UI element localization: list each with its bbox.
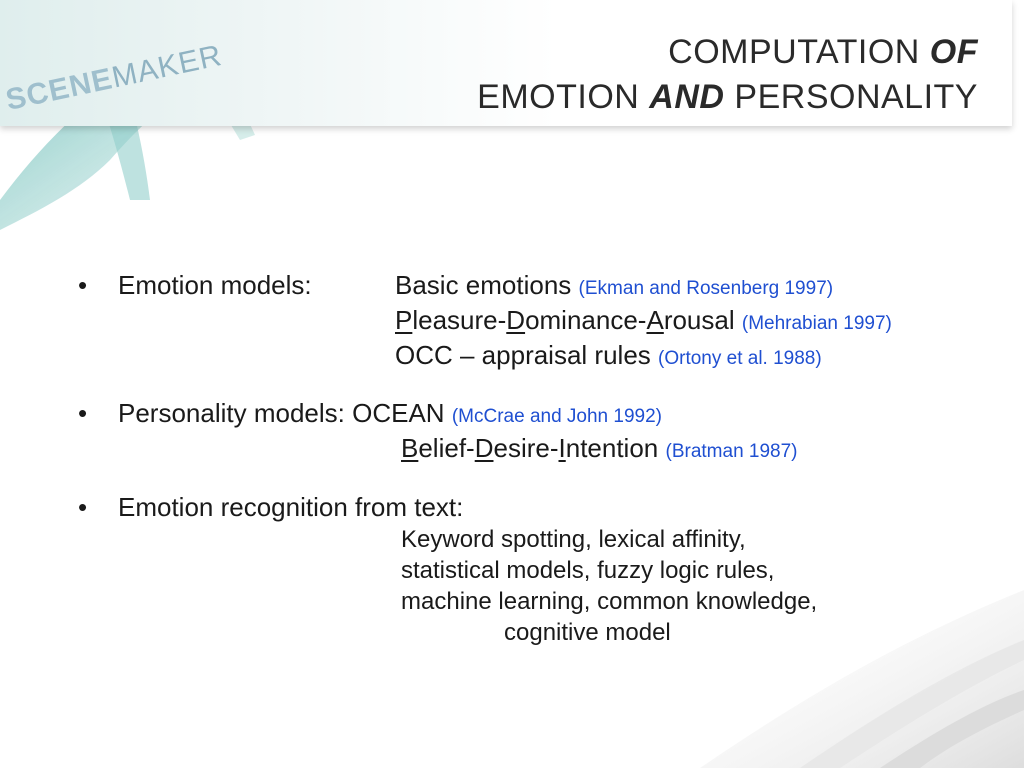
citation: (Bratman 1987) (665, 441, 798, 462)
title-line-2 (477, 75, 978, 120)
item-text: esire- (493, 433, 559, 463)
recognition-methods-line: cognitive model (504, 619, 671, 646)
citation: (Ortony et al. 1988) (658, 348, 822, 369)
title-word-computation: COMPUTATION (668, 33, 920, 71)
logo-part-maker: MAKER (108, 38, 226, 95)
acronym-letter: B (401, 433, 419, 463)
item-text: leasure- (412, 305, 507, 335)
acronym-letter: D (506, 305, 526, 335)
bullet-marker: • (78, 492, 88, 522)
item-text: Basic emotions (395, 270, 572, 300)
acronym-letter: A (646, 305, 664, 335)
recognition-methods-line: statistical models, fuzzy logic rules, (401, 557, 775, 584)
bullet-label-emotion-models: Emotion models: (118, 270, 312, 300)
item-text: rousal (663, 305, 735, 335)
acronym-letter: P (395, 305, 413, 335)
acronym-letter: I (558, 433, 566, 463)
personality-model-bdi (401, 433, 798, 464)
personality-models-line (118, 398, 662, 429)
emotion-model-occ (395, 340, 822, 371)
item-text: OCEAN (352, 398, 445, 428)
title-line-1 (477, 30, 978, 75)
recognition-methods-line: machine learning, common knowledge, (401, 588, 818, 615)
citation: (McCrae and John 1992) (451, 406, 662, 427)
bullet-label-personality-models: Personality models: (118, 398, 345, 428)
title-word-personality: PERSONALITY (734, 78, 978, 116)
emotion-model-pad (395, 305, 892, 336)
item-text: ominance- (525, 305, 647, 335)
item-text: OCC – appraisal rules (395, 340, 651, 370)
acronym-letter: D (474, 433, 494, 463)
item-text: elief- (418, 433, 475, 463)
title-word-and: AND (649, 78, 725, 116)
citation: (Mehrabian 1997) (741, 313, 892, 334)
title-word-emotion: EMOTION (477, 78, 640, 116)
item-text: ntention (565, 433, 659, 463)
bullet-marker: • (78, 270, 88, 300)
bullet-marker: • (78, 398, 88, 428)
bullet-label-emotion-recognition: Emotion recognition from text: (118, 492, 464, 522)
slide-title (477, 30, 978, 120)
logo-part-scene: SCENE (2, 62, 116, 118)
citation: (Ekman and Rosenberg 1997) (578, 278, 834, 299)
title-word-of: OF (929, 33, 978, 71)
recognition-methods-line: Keyword spotting, lexical affinity, (401, 526, 746, 553)
emotion-model-basic (395, 270, 833, 301)
